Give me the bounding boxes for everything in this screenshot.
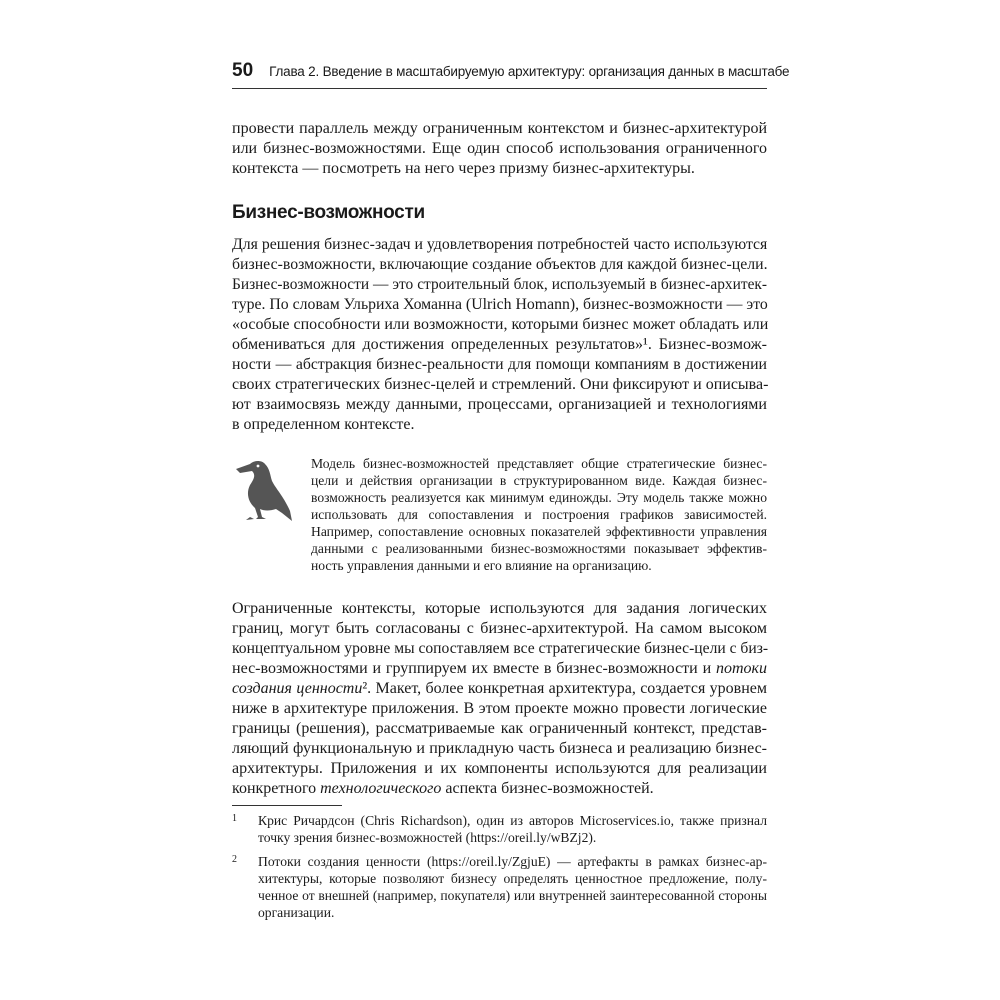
paragraph-line: границы (решения), рассматриваемые как ограниченный контекст, представ- bbox=[232, 720, 767, 737]
text-span: ². Макет, более конкретная архитектура, создается уровнем bbox=[362, 680, 768, 697]
paragraph-line: Для решения бизнес-задач и удовлетворения потребностей часто используются bbox=[232, 236, 768, 253]
footnote-line: хитектуры, которые позволяют бизнесу определять ценностное предложение, полу- bbox=[258, 871, 767, 886]
paragraph-line bbox=[232, 779, 767, 799]
paragraph-line: границ, могут быть согласованы с бизнес-архитектурой. На самом высоком bbox=[232, 620, 767, 637]
paragraph-line: бизнес-возможности, включающие создание объектов для каждой бизнес-цели. bbox=[232, 256, 768, 273]
note-line: цели и действия организации в структурированном виде. Каждая бизнес- bbox=[311, 473, 767, 488]
paragraph-line: ют взаимосвязь между данными, процессами, организацией и технологиями bbox=[232, 396, 767, 413]
running-title: Глава 2. Введение в масштабируемую архитектуру: организация данных в масштабе bbox=[269, 64, 790, 79]
note-line: данными с реализованными бизнес-возможностями показывает эффектив- bbox=[311, 541, 767, 556]
italic-term: технологического bbox=[320, 780, 442, 797]
paragraph-line: в определенном контексте. bbox=[232, 416, 415, 433]
paragraph-line: обмениваться для достижения определенных результатов»¹. Бизнес-возмож- bbox=[232, 336, 767, 353]
paragraph-line bbox=[232, 659, 767, 679]
text-span: аспекта бизнес-возможностей. bbox=[441, 780, 654, 797]
paragraph-line: ниже в архитектуре приложения. В этом проекте можно провести логические bbox=[232, 700, 767, 717]
footnote-line: Потоки создания ценности (https://oreil.ly/ZgjuE) — артефакты в рамках бизнес-ар- bbox=[258, 854, 767, 869]
footnote-line: точку зрения бизнес-возможностей (https://oreil.ly/wBZj2). bbox=[258, 830, 597, 845]
note-line: использовать для сопоставления и построения графиков зависимостей. bbox=[311, 507, 767, 522]
note-line: возможность реализуется как минимум единожды. Эту модель также можно bbox=[311, 490, 767, 505]
italic-term: создания ценности bbox=[232, 680, 363, 697]
footnote-divider bbox=[232, 805, 342, 806]
text-span: нес-возможностями и группируем их вместе в бизнес-возможности и bbox=[232, 660, 716, 677]
running-header bbox=[232, 60, 790, 89]
paragraph-line: туре. По словам Ульриха Хоманна (Ulrich Homann), бизнес-возможности — это bbox=[232, 296, 768, 313]
section-heading: Бизнес-возможности bbox=[232, 202, 425, 223]
paragraph-line: архитектуры. Приложения и их компоненты используются для реализации bbox=[232, 760, 767, 777]
paragraph-line bbox=[232, 679, 767, 699]
footnote-line: ченное от внешней (например, покупателя) или внутренней заинтересованной стороны bbox=[258, 888, 767, 903]
footnote-marker: 1 bbox=[232, 813, 237, 824]
intro-line: или бизнес-возможностями. Еще один способ использования ограниченного bbox=[232, 140, 767, 157]
paragraph-line: ности — абстракция бизнес-реальности для помощи компаниям в достижении bbox=[232, 356, 767, 373]
footnote-line: организации. bbox=[258, 905, 335, 920]
paragraph-line: Ограниченные контексты, которые используются для задания логических bbox=[232, 600, 767, 617]
text-span: конкретного bbox=[232, 780, 321, 797]
paragraph-line: концептуальном уровне мы сопоставляем все стратегические бизнес-цели с биз- bbox=[232, 640, 769, 657]
paragraph-line: «особые способности или возможности, которыми бизнес может обладать или bbox=[232, 316, 769, 333]
footnote-line: Крис Ричардсон (Chris Richardson), один из авторов Microservices.io, также признал bbox=[258, 813, 767, 828]
footnote-marker: 2 bbox=[232, 854, 237, 865]
note-line: Модель бизнес-возможностей представляет общие стратегические бизнес- bbox=[311, 456, 767, 471]
note-line: Например, сопоставление основных показателей эффективности управления bbox=[311, 524, 767, 539]
note-line: ность управления данными и его влияние на организацию. bbox=[311, 558, 652, 573]
paragraph-line: своих стратегических бизнес-целей и стремлений. Они фиксируют и описыва- bbox=[232, 376, 769, 393]
intro-line: контекста — посмотреть на него через призму бизнес-архитектуры. bbox=[232, 160, 695, 177]
crow-icon bbox=[232, 455, 292, 525]
intro-line: провести параллель между ограниченным контекстом и бизнес-архитектурой bbox=[232, 120, 767, 137]
page-number: 50 bbox=[232, 60, 254, 81]
italic-term: потоки bbox=[715, 660, 767, 677]
paragraph-line: ляющий функциональную и прикладную часть бизнеса и реализацию бизнес- bbox=[232, 740, 767, 757]
paragraph-line: Бизнес-возможности — это строительный блок, используемый в бизнес-архитек- bbox=[232, 276, 767, 293]
